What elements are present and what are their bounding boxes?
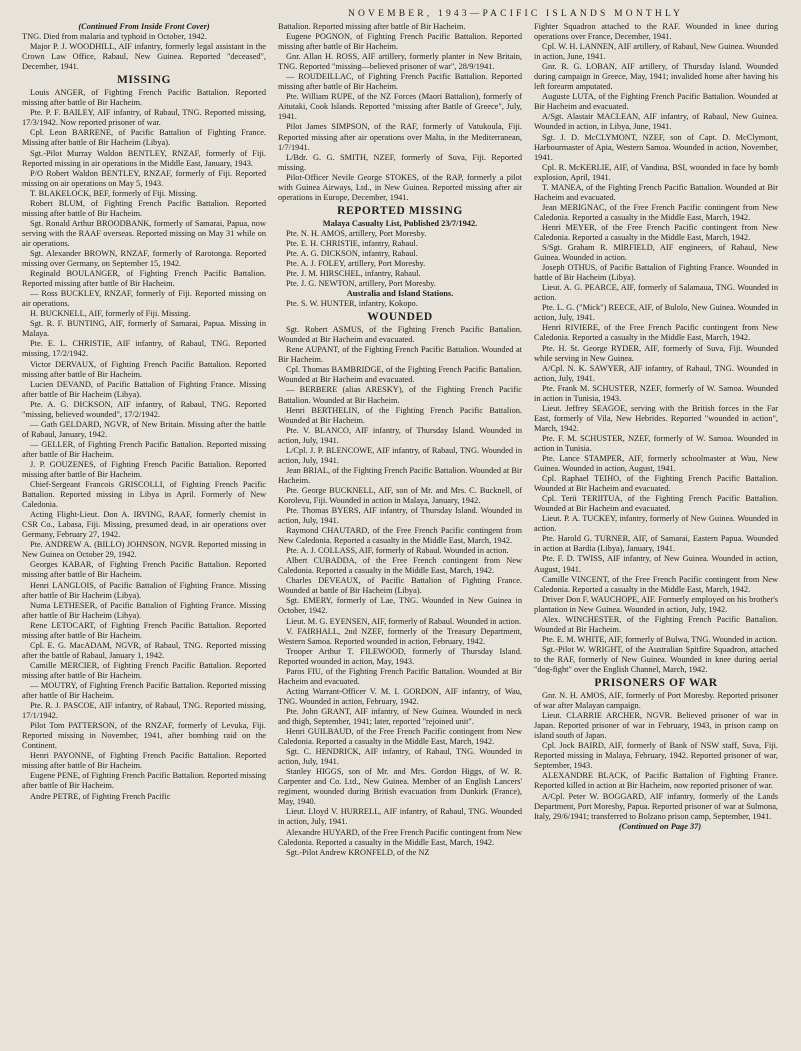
paragraph: TNG. Died from malaria and typhoid in October, 1942. (22, 32, 207, 42)
list-item: Sgt. R. F. BUNTING, AIF, formerly of Samarai, Papua. Missing in Malaya. (22, 319, 266, 339)
list-item: Camille VINCENT, of the Free French Pacific contingent from New Caledonia. Reported a casualty in the Middle East, March, 1942. (534, 574, 778, 594)
list-item: S/Sgt. Graham R. MIRFIELD, AIF engineers, of Rabaul, New Guinea. Wounded in action. (534, 243, 778, 263)
list-item: Sgt.-Pilot Andrew KRONFELD, of the NZ (286, 847, 430, 857)
list-item: Numa LETHESER, of Pacific Battalion of Fighting France. Missing after battle of Bir Hacheim (Libya). (22, 600, 266, 620)
subheading-malaya: Malaya Casualty List, Published 23/7/1942. (322, 218, 478, 228)
list-item: Sgt. Alexander BROWN, RNZAF, formerly of Rarotonga. Reported missing over Germany, on September 15, 1942. (22, 248, 266, 269)
list-item: Pte. Frank M. SCHUSTER, NZEF, formerly of W. Samoa. Wounded in action in Tunisia, 1943. (534, 383, 778, 403)
column-2 (278, 22, 522, 858)
list-item: Acting Warrant-Officer V. M. I. GORDON, AIF infantry, of Wau, TNG. Wounded in action, February, 1942. (278, 686, 522, 706)
list-item: Gnr. R. G. LOBAN, AIF artillery, of Thursday Island. Wounded during campaign in Greece, May, 1941; invalided home after having his left forearm amputated. (534, 62, 778, 92)
list-item: A/Sgt. Alastair MACLEAN, AIF infantry, of Rabaul, New Guinea. Wounded in action, in Libya, June, 1941. (534, 112, 778, 132)
list-item: Pte. Harold G. TURNER, AIF, of Samarai, Eastern Papua. Wounded in action at Bardia (Libya), January, 1941. (534, 534, 778, 554)
list-item: Reginald BOULANGER, of Fighting French Pacific Battalion. Reported missing after battle of Bir Hacheim. (22, 269, 266, 289)
list-item: Alex. WINCHESTER, of the Fighting French Pacific Battalion. Wounded at Bir Hacheim. (534, 614, 778, 634)
list-item: P/O Robert Waldon BENTLEY, RNZAF, formerly of Fiji. Reported missing on air operations on May 5, 1943. (22, 168, 266, 188)
list-item: Pte. John GRANT, AIF infantry, of New Guinea. Wounded in neck and thigh, September, 1941; later, reported "rejoined unit". (278, 706, 522, 726)
list-item: — Gath GELDARD, NGVR, of New Britain. Missing after the battle of Rabaul, January, 1942. (22, 419, 266, 439)
paragraph: Major P. J. WOODHILL, AIF infantry, formerly legal assistant in the Crown Law Office, Rabaul, New Guinea. Reported "deceased", December, 1941. (22, 42, 266, 72)
list-item: Cpl. Raphael TEIHO, of the Fighting French Pacific Battalion. Wounded at Bir Hacheim and evacuated. (534, 474, 778, 494)
list-item: Sgt.-Pilot Murray Waldon BENTLEY, RNZAF, formerly of Fiji. Reported missing in air operations in the Middle East, January, 1943. (22, 148, 266, 168)
list-item: A/Cpl. N. K. SAWYER, AIF infantry, of Rabaul, TNG. Wounded in action, July, 1941. (534, 363, 778, 383)
list-item: Eugene POGNON, of Fighting French Pacific Battalion. Reported missing after battle of Bir Hacheim. (278, 32, 522, 52)
list-item: Stanley HIGGS, son of Mr. and Mrs. Gordon Higgs, of W. R. Carpenter and Co. Ltd., New Guinea. Member of an English Lancers' regiment, wounded during British evacuation from Dunkirk (France), May, 1940. (278, 767, 522, 807)
list-item: Robert BLUM, of Fighting French Pacific Battalion. Reported missing after battle of Bir Hacheim. (22, 198, 266, 218)
list-item: Victor DERVAUX, of Fighting French Pacific Battalion. Reported missing after battle of Bir Hacheim. (22, 359, 266, 379)
running-header: NOVEMBER, 1943—PACIFIC ISLANDS MONTHLY (347, 9, 684, 19)
continued-footer: (Continued on Page 37) (618, 821, 702, 831)
list-item: Cpl. Leon BARRENE, of Pacific Battalion of Fighting France. Missing after battle of Bir Hacheim (Libya). (22, 128, 266, 148)
list-item: Auguste LUTA, of the Fighting French Pacific Battalion. Wounded at Bir Hacheim and evacuated. (534, 92, 778, 112)
list-item: — MOUTRY, of Fighting French Pacific Battalion. Reported missing after battle of Bir Hacheim. (22, 681, 266, 701)
list-item: — GELLER, of Fighting French Pacific Battalion. Reported missing after battle of Bir Hacheim. (22, 439, 266, 459)
list-item: Sgt.-Pilot W. WRIGHT, of the Australian Spitfire Squadron, attached to the RAF, formerly of New Guinea. Wounded in knee during aerial "dog-fight" over the English Channel, March, 1942. (534, 644, 778, 674)
list-item: T. BLAKELOCK, BEF, formerly of Fiji. Missing. (30, 188, 198, 198)
list-item: — Ross BUCKLEY, RNZAF, formerly of Fiji. Reported missing on air operations. (22, 289, 266, 309)
section-heading-reported-missing: REPORTED MISSING (337, 204, 463, 217)
list-item: Paros FIU, of the Fighting French Pacific Battalion. Wounded at Bir Hacheim and evacuated. (278, 666, 522, 686)
list-item: Pte. A. J. COLLASS, AIF, formerly of Rabaul. Wounded in action. (286, 546, 509, 556)
list-item: Pte. N. H. AMOS, artillery, Port Moresby. (286, 228, 427, 238)
list-item: Louis ANGER, of Fighting French Pacific Battalion. Reported missing after battle of Bir Hacheim. (22, 88, 266, 108)
list-item: Pte. F. D. TWISS, AIF infantry, of New Guinea. Wounded in action, August, 1941. (534, 554, 778, 574)
list-item: T. MANEA, of the Fighting French Pacific Battalion. Wounded at Bir Hacheim and evacuated. (534, 182, 778, 202)
list-item: Battalion. Reported missing after battle of Bir Hacheim. (278, 22, 466, 31)
list-item: L/Bdr. G. G. SMITH, NZEF, formerly of Suva, Fiji. Reported missing. (278, 152, 522, 172)
list-item: Pte. A. J. FOLEY, artillery, Port Moresby. (286, 258, 426, 268)
list-item: Pte. J. G. NEWTON, artillery, Port Moresby. (286, 279, 436, 289)
list-item: — BERBERE (alias ARESKY), of the Fighting French Pacific Battalion. Wounded at Bir Hacheim. (278, 385, 522, 405)
list-item: Henri LANGLOIS, of Pacific Battalion of Fighting France. Missing after battle of Bir Hacheim (Libya). (22, 580, 266, 600)
list-item: Cpl. Terii TERIITUA, of the Fighting French Pacific Battalion. Wounded at Bir Hacheim and evacuated. (534, 494, 778, 514)
list-item: Pte. R. J. PASCOE, AIF infantry, of Rabaul, TNG. Reported missing, 17/1/1942. (22, 701, 266, 721)
list-item: Henri GUILBAUD, of the Free French Pacific contingent from New Caledonia. Reported a casualty in the Middle East, March, 1942. (278, 727, 522, 747)
list-item: Alexandre HUYARD, of the Free French Pacific contingent from New Caledonia. Reported a casualty in the Middle East, March, 1942. (278, 827, 522, 847)
section-heading-wounded: WOUNDED (367, 311, 433, 324)
continued-note: (Continued From Inside Front Cover) (78, 22, 210, 31)
list-item: Raymond CHAUTARD, of the Free French Pacific contingent from New Caledonia. Reported a casualty in the Middle East, March, 1942. (278, 526, 522, 546)
list-item: H. BUCKNELL, AIF, formerly of Fiji. Missing. (30, 309, 191, 319)
list-item: Eugene PENE, of Fighting French Pacific Battalion. Reported missing after battle of Bir Hacheim. (22, 771, 266, 791)
list-item: Acting Flight-Lieut. Don A. IRVING, RAAF, formerly chemist in CSR Co., Labasa, Fiji. Missing, presumed dead, in air operations over Germany, February 27, 1942. (22, 510, 266, 540)
list-item: Pte. Thomas BYERS, AIF infantry, of Thursday Island. Wounded in action, July, 1941. (278, 506, 522, 526)
list-item: Sgt. Robert ASMUS, of the Fighting French Pacific Battalion. Wounded at Bir Hacheim and evacuated. (278, 325, 522, 345)
list-item: Gnr. Allan H. ROSS, AIF artillery, formerly planter in New Britain, TNG. Reported "missing—believed prisoner of war", 28/9/1941. (278, 52, 522, 72)
list-item: Pte. V. BLANCO, AIF infantry, of Thursday Island. Wounded in action, July, 1941. (278, 425, 522, 445)
list-item: Lieut. M. G. EYENSEN, AIF, formerly of Rabaul. Wounded in action. (286, 616, 522, 626)
list-item: Pilot James SIMPSON, of the RAF, formerly of Vatukoula, Fiji. Reported missing after air operations over Malta, in the Mediterranean, 1/7/1941. (278, 122, 522, 152)
list-item: Sgt. EMERY, formerly of Lae, TNG. Wounded in New Guinea in October, 1942. (278, 596, 522, 616)
list-item: Pte. E. L. CHRISTIE, AIF infantry, of Rabaul, TNG. Reported missing, 17/2/1942. (22, 339, 266, 359)
list-item: Cpl. Jock BAIRD, AIF, formerly of Bank of NSW staff, Suva, Fiji. Reported missing in Malaya, February, 1942. Reported prisoner of war, September, 1943. (534, 741, 778, 771)
list-item: Lieut. Lloyd V. HURRELL, AIF infantry, of Rabaul, TNG. Wounded in action, July, 1941. (278, 807, 522, 827)
column-3 (534, 22, 778, 858)
list-item: Lieut. Jeffrey SEAGOE, serving with the British forces in the Far East, formerly of Vila, New Hebrides. Reported "wounded in action", March, 1942. (534, 403, 778, 433)
list-item: Pte. S. W. HUNTER, infantry, Kokopo. (286, 299, 418, 309)
wounded-list-continued (534, 22, 778, 675)
list-item: Pte. L. G. ("Mick") REECE, AIF, of Bulolo, New Guinea. Wounded in action, July, 1941. (534, 303, 778, 323)
malaya-list (278, 229, 522, 289)
list-item: Pte. A. G. DICKSON, AIF infantry, of Rabaul, TNG. Reported "missing, believed wounded", 17/2/1942. (22, 399, 266, 419)
missing-list (22, 88, 266, 801)
list-item: Lucien DEVAND, of Pacific Battalion of Fighting France. Missing after battle of Bir Hacheim (Libya). (22, 379, 266, 399)
list-item: L/Cpl. J. P. BLENCOWE, AIF infantry, of Rabaul, TNG. Wounded in action, July, 1941. (278, 445, 522, 465)
subheading-australia: Australia and Island Stations. (346, 289, 454, 299)
list-item: Lieut. P. A. TUCKEY, infantry, formerly of New Guinea. Wounded in action. (534, 514, 778, 534)
list-item: Jean BRIAL, of the Fighting French Pacific Battalion. Wounded at Bir Hacheim. (278, 465, 522, 485)
list-item: Rene LETOCART, of Fighting French Pacific Battalion. Reported missing after battle of Bir Hacheim. (22, 620, 266, 640)
list-item: Gnr. N. H. AMOS, AIF, formerly of Port Moresby. Reported prisoner of war after Malayan campaign. (534, 691, 778, 711)
list-item: Georges KABAR, of Fighting French Pacific Battalion. Reported missing after battle of Bir Hacheim. (22, 560, 266, 580)
list-item: Pte. H. St. George RYDER, AIF, formerly of Suva, Fiji. Wounded while serving in New Guinea. (534, 343, 778, 363)
section-heading-missing: MISSING (116, 74, 172, 87)
text-columns (22, 22, 779, 858)
list-item: Lieut. CLARRIE ARCHER, NGVR. Believed prisoner of war in Japan. Reported prisoner of war in February, 1943, in prison camp on island south of Japan. (534, 711, 778, 741)
missing-list-continued (278, 22, 522, 203)
section-heading-prisoners-of-war: PRISONERS OF WAR (594, 677, 718, 690)
list-item: A/Cpl. Peter W. BOGGARD, AIF infantry, formerly of the Lands Department, Port Moresby, Papua. Reported prisoner of war at Sulmona, Italy, 29/6/1941; transferred to Bolzano prison camp, September, 1941. (534, 791, 778, 821)
list-item: Pte. P. F. BAILEY, AIF infantry, of Rabaul, TNG. Reported missing, 17/3/1942. Now reported prisoner of war. (22, 108, 266, 128)
list-item: Cpl. W. H. LANNEN, AIF artillery, of Rabaul, New Guinea. Wounded in action, June, 1941. (534, 42, 778, 62)
list-item: Pte. J. M. HIRSCHEL, infantry, Rabaul. (286, 269, 421, 279)
list-item: Fighter Squadron attached to the RAF. Wounded in knee during operations over France, December, 1941. (534, 22, 778, 42)
column-1 (22, 22, 266, 858)
list-item: Cpl. R. McKERLIE, AIF, of Vandina, BSI, wounded in face by bomb explosion, April, 1941. (534, 162, 778, 182)
list-item: ALEXANDRE BLACK, of Pacific Battalion of Fighting France. Reported killed in action at Bir Hacheim, now reported prisoner of war. (534, 771, 778, 791)
list-item: Trooper Arthur T. FILEWOOD, formerly of Thursday Island. Reported wounded in action, May, 1943. (278, 646, 522, 666)
list-item: Pte. A. G. DICKSON, infantry, Rabaul. (286, 248, 418, 258)
list-item: Henri PAYONNE, of Fighting French Pacific Battalion. Reported missing after battle of Bir Hacheim. (22, 751, 266, 771)
list-item: J. P. GOUZENES, of Fighting French Pacific Battalion. Reported missing after battle of Bir Hacheim. (22, 459, 266, 480)
list-item: Henri MEYER, of the Free French Pacific contingent from New Caledonia. Reported a casualty in the Middle East, March, 1942. (534, 222, 778, 242)
list-item: Albert CUBADDA, of the Free French contingent from New Caledonia. Reported a casualty in the Middle East, March, 1942. (278, 556, 522, 576)
list-item: Pte. ANDREW A. (BILLO) JOHNSON, NGVR. Reported missing in New Guinea on October 29, 1942. (22, 540, 266, 560)
list-item: Camille MERCIER, of Fighting French Pacific Battalion. Reported missing after battle of Bir Hacheim. (22, 660, 266, 680)
list-item: V. FAIRHALL, 2nd NZEF, formerly of the Treasury Department, Western Samoa. Reported wounded in action, February, 1942. (278, 626, 522, 646)
list-item: Cpl. E. G. MacADAM, NGVR, of Rabaul, TNG. Reported missing after the battle of Rabaul, January 1, 1942. (22, 640, 266, 660)
list-item: Jean MERIGNAC, of the Free French Pacific contingent from New Caledonia. Reported a casualty in the Middle East, March, 1942. (534, 202, 778, 222)
list-item: Cpl. Thomas BAMBRIDGE, of the Fighting French Pacific Battalion. Wounded at Bir Hacheim and evacuated. (278, 365, 522, 385)
list-item: — ROUDEILLAC, of Fighting French Pacific Battalion. Reported missing after battle of Bir Hacheim. (278, 72, 522, 92)
list-item: Driver Don F. WAUCHOPE, AIF. Formerly employed on his brother's plantation in New Guinea. Wounded in action, July, 1942. (534, 594, 778, 614)
list-item: Pte. William RUPE, of the NZ Forces (Maori Battalion), formerly of Aitutaki, Cook Islands. Reported "missing after Battle of Greece", July, 1941. (278, 92, 522, 122)
list-item: Charles DEVEAUX, of Pacific Battalion of Fighting France. Wounded at battle of Bir Hacheim (Libya). (278, 576, 522, 596)
list-item: Rene AUPANT, of the Fighting French Pacific Battalion. Wounded at Bir Hacheim. (278, 345, 522, 365)
list-item: Andre PETRE, of Fighting French Pacific (30, 791, 171, 801)
list-item: Pilot Tom PATTERSON, of the RNZAF, formerly of Levuka, Fiji. Reported missing in November, 1941, after bombing raid on the Continent. (22, 721, 266, 751)
list-item: Pilot-Officer Nevile George STOKES, of the RAP, formerly a pilot with Guinea Airways, Ltd., in New Guinea. Reported missing after air operations in Europe, December, 1941. (278, 172, 522, 202)
list-item: Sgt. Ronald Arthur BROODBANK, formerly of Samarai, Papua, now serving with the RAAF overseas. Reported missing on May 31 while on air operations. (22, 218, 266, 248)
list-item: Sgt. C. HENDRICK, AIF infantry, of Rabaul, TNG. Wounded in action, July, 1941. (278, 747, 522, 767)
prisoners-list (534, 691, 778, 822)
list-item: Henri RIVIERE, of the Free French Pacific contingent from New Caledonia. Reported a casualty in the Middle East, March, 1942. (534, 323, 778, 343)
list-item: Pte. Lance STAMPER, AIF, formerly schoolmaster at Wau, New Guinea. Wounded in action, August, 1941. (534, 454, 778, 474)
list-item: Pte. George BUCKNELL, AIF, son of Mr. and Mrs. C. Bucknell, of Korolevu, Fiji. Wounded in action in Malaya, January, 1942. (278, 485, 522, 505)
list-item: Pte. F. M. SCHUSTER, NZEF, formerly of W. Samoa. Wounded in action in Tunisia. (534, 433, 778, 453)
list-item: Pte. E. H. CHRISTIE, infantry, Rabaul. (286, 238, 418, 248)
list-item: Chief-Sergeant Francois GRISCOLLI, of Fighting French Pacific Battalion. Reported missing in Libya in April. Formerly of New Caledonia. (22, 480, 266, 510)
list-item: Henri BERTHELIN, of the Fighting French Pacific Battalion. Wounded at Bir Hacheim. (278, 405, 522, 425)
wounded-list (278, 325, 522, 857)
list-item: Lieut. A. G. PEARCE, AIF, formerly of Salamaua, TNG. Wounded in action. (534, 283, 778, 303)
list-item: Pte. E. M. WHITE, AIF, formerly of Bulwa, TNG. Wounded in action. (542, 634, 778, 644)
list-item: Joseph OTHUS, of Pacific Battalion of Fighting France. Wounded in battle of Bir Hacheim (Libya). (534, 263, 778, 283)
list-item: Sgt. J. D. McCLYMONT, NZEF, son of Capt. D. McClymont, Harbourmaster of Apia, Western Samoa. Wounded in action, November, 1941. (534, 132, 778, 162)
